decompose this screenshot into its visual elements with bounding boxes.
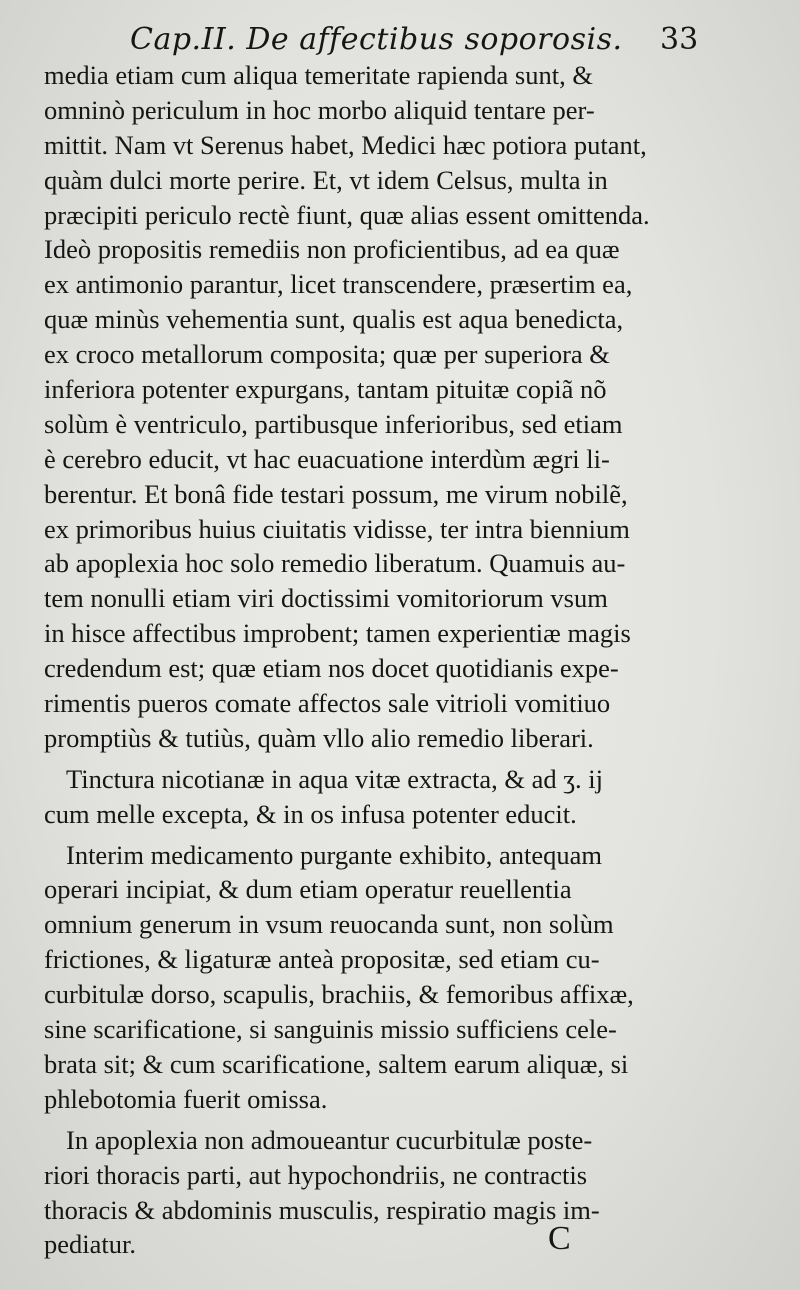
text-line: media etiam cum aliqua temeritate rapienda sunt, &: [44, 60, 593, 90]
text-line: cum melle excepta, & in os infusa potenter educit.: [44, 798, 577, 829]
text-line: omninò periculum in hoc morbo aliquid tentare per-: [44, 94, 595, 125]
text-line: riori thoracis parti, aut hypochondriis, ne contractis: [44, 1159, 588, 1190]
text-line: præcipiti periculo rectè fiunt, quæ alias essent omittenda.: [44, 199, 650, 230]
text-line: inferiora potenter expurgans, tantam pituitæ copiã nõ: [44, 374, 607, 405]
text-line: ab apoplexia hoc solo remedio liberatum. Quamuis au-: [44, 548, 626, 579]
text-line: Tinctura nicotianæ in aqua vitæ extracta, & ad ʒ. ij: [66, 763, 603, 794]
text-line: tem nonulli etiam viri doctissimi vomitoriorum vsum: [44, 583, 608, 614]
text-line: ex croco metallorum composita; quæ per superiora &: [44, 339, 610, 370]
text-line: phlebotomia fuerit omissa.: [44, 1083, 328, 1114]
text-line: thoracis & abdominis musculis, respiratio magis im-: [44, 1194, 600, 1225]
body-text: [44, 58, 712, 1262]
text-line: ex primoribus huius ciuitatis vidisse, ter intra biennium: [44, 513, 630, 544]
text-line: credendum est; quæ etiam nos docet quotidianis expe-: [44, 653, 619, 684]
paragraph: [44, 1123, 712, 1263]
text-line: ex antimonio parantur, licet transcendere, præsertim ea,: [44, 269, 633, 300]
text-line: è cerebro educit, vt hac euacuatione interdùm ægri li-: [44, 443, 610, 474]
text-line: frictiones, & ligaturæ anteà propositæ, sed etiam cu-: [44, 944, 600, 975]
text-line: in hisce affectibus improbent; tamen experientiæ magis: [44, 618, 631, 649]
text-line: Interim medicamento purgante exhibito, antequam: [66, 839, 602, 870]
text-line: pediatur.: [44, 1229, 136, 1260]
page-number: 33: [660, 22, 699, 57]
text-line: rimentis pueros comate affectos sale vitrioli vomitiuo: [44, 688, 611, 719]
paragraph: [44, 838, 712, 1117]
paragraph: [44, 762, 712, 832]
text-line: mittit. Nam vt Serenus habet, Medici hæc potiora putant,: [44, 129, 647, 160]
signature-mark: C: [548, 1220, 571, 1257]
text-line: solùm è ventriculo, partibusque inferioribus, sed etiam: [44, 408, 623, 439]
text-line: quæ minùs vehementia sunt, qualis est aqua benedicta,: [44, 304, 624, 335]
text-line: In apoplexia non admoueantur cucurbitulæ poste-: [66, 1124, 593, 1155]
text-line: operari incipiat, & dum etiam operatur reuellentia: [44, 874, 572, 905]
text-line: quàm dulci morte perire. Et, vt idem Celsus, multa in: [44, 164, 608, 195]
text-line: sine scarificatione, si sanguinis missio sufficiens cele-: [44, 1014, 617, 1045]
text-line: curbitulæ dorso, scapulis, brachiis, & femoribus affixæ,: [44, 979, 634, 1010]
text-line: berentur. Et bonâ fide testari possum, me virum nobilẽ,: [44, 478, 628, 509]
paragraph: [44, 58, 712, 756]
text-line: omnium generum in vsum reuocanda sunt, non solùm: [44, 909, 614, 940]
text-line: brata sit; & cum scarificatione, saltem earum aliquæ, si: [44, 1048, 629, 1079]
text-line: promptiùs & tutiùs, quàm vllo alio remedio liberari.: [44, 722, 594, 753]
running-head: Cap.II. De affectibus soporosis.: [130, 22, 623, 57]
text-line: Ideò propositis remediis non proficientibus, ad ea quæ: [44, 234, 620, 265]
